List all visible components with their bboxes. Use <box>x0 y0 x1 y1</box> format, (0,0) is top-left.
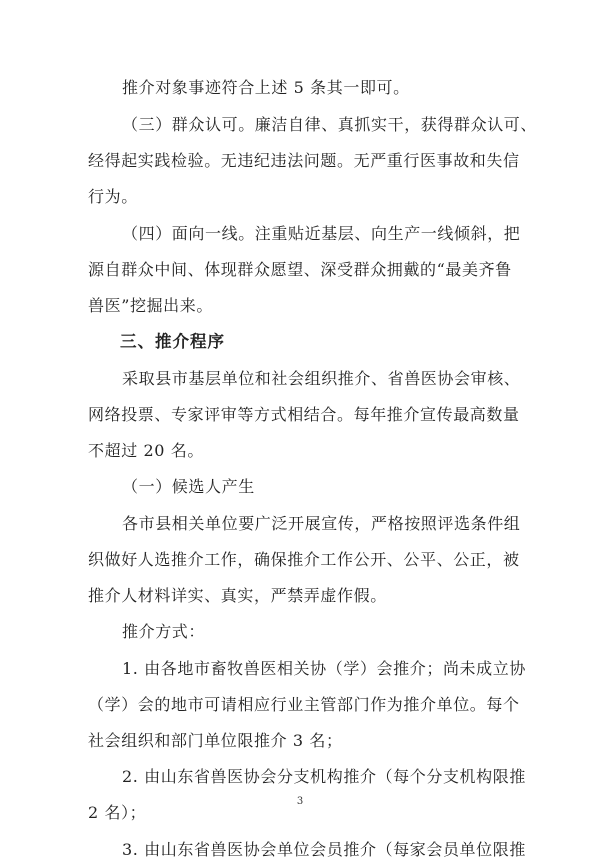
list-item-line: 3. 由山东省兽医协会单位会员推介（每家会员单位限推 <box>122 840 526 859</box>
list-item-line: 2. 由山东省兽医协会分支机构推介（每个分支机构限推 <box>122 767 526 786</box>
paragraph-line: 行为。 <box>88 187 138 206</box>
paragraph-line: 不超过 20 名。 <box>88 441 204 460</box>
paragraph-line: 经得起实践检验。无违纪违法问题。无严重行医事故和失信 <box>88 151 520 170</box>
paragraph-line: 兽医”挖掘出来。 <box>88 296 213 315</box>
list-item-line: （学）会的地市可请相应行业主管部门作为推介单位。每个 <box>88 695 520 714</box>
list-item-line: 2 名）； <box>88 803 147 822</box>
paragraph-line: 推介方式： <box>122 622 206 641</box>
paragraph-line: 网络投票、专家评审等方式相结合。每年推介宣传最高数量 <box>88 405 520 424</box>
paragraph-line: 各市县相关单位要广泛开展宣传，严格按照评选条件组 <box>122 514 521 533</box>
list-item-line: 1. 由各地市畜牧兽医相关协（学）会推介；尚未成立协 <box>122 659 526 678</box>
subsection-heading: （一）候选人产生 <box>122 477 255 496</box>
paragraph-line: （四）面向一线。注重贴近基层、向生产一线倾斜，把 <box>122 224 521 243</box>
page-number: 3 <box>296 796 304 807</box>
section-heading: 三、推介程序 <box>120 332 225 351</box>
paragraph-line: 织做好人选推介工作，确保推介工作公开、公平、公正，被 <box>88 550 520 569</box>
list-item-line: 社会组织和部门单位限推介 3 名； <box>88 731 343 750</box>
paragraph-line: 采取县市基层单位和社会组织推介、省兽医协会审核、 <box>122 369 521 388</box>
paragraph-line: 推介人材料详实、真实，严禁弄虚作假。 <box>88 586 387 605</box>
paragraph-line: 推介对象事迹符合上述 5 条其一即可。 <box>122 78 410 97</box>
paragraph-line: 源自群众中间、体现群众愿望、深受群众拥戴的“最美齐鲁 <box>88 260 512 279</box>
paragraph-line: （三）群众认可。廉洁自律、真抓实干，获得群众认可、 <box>122 115 538 134</box>
